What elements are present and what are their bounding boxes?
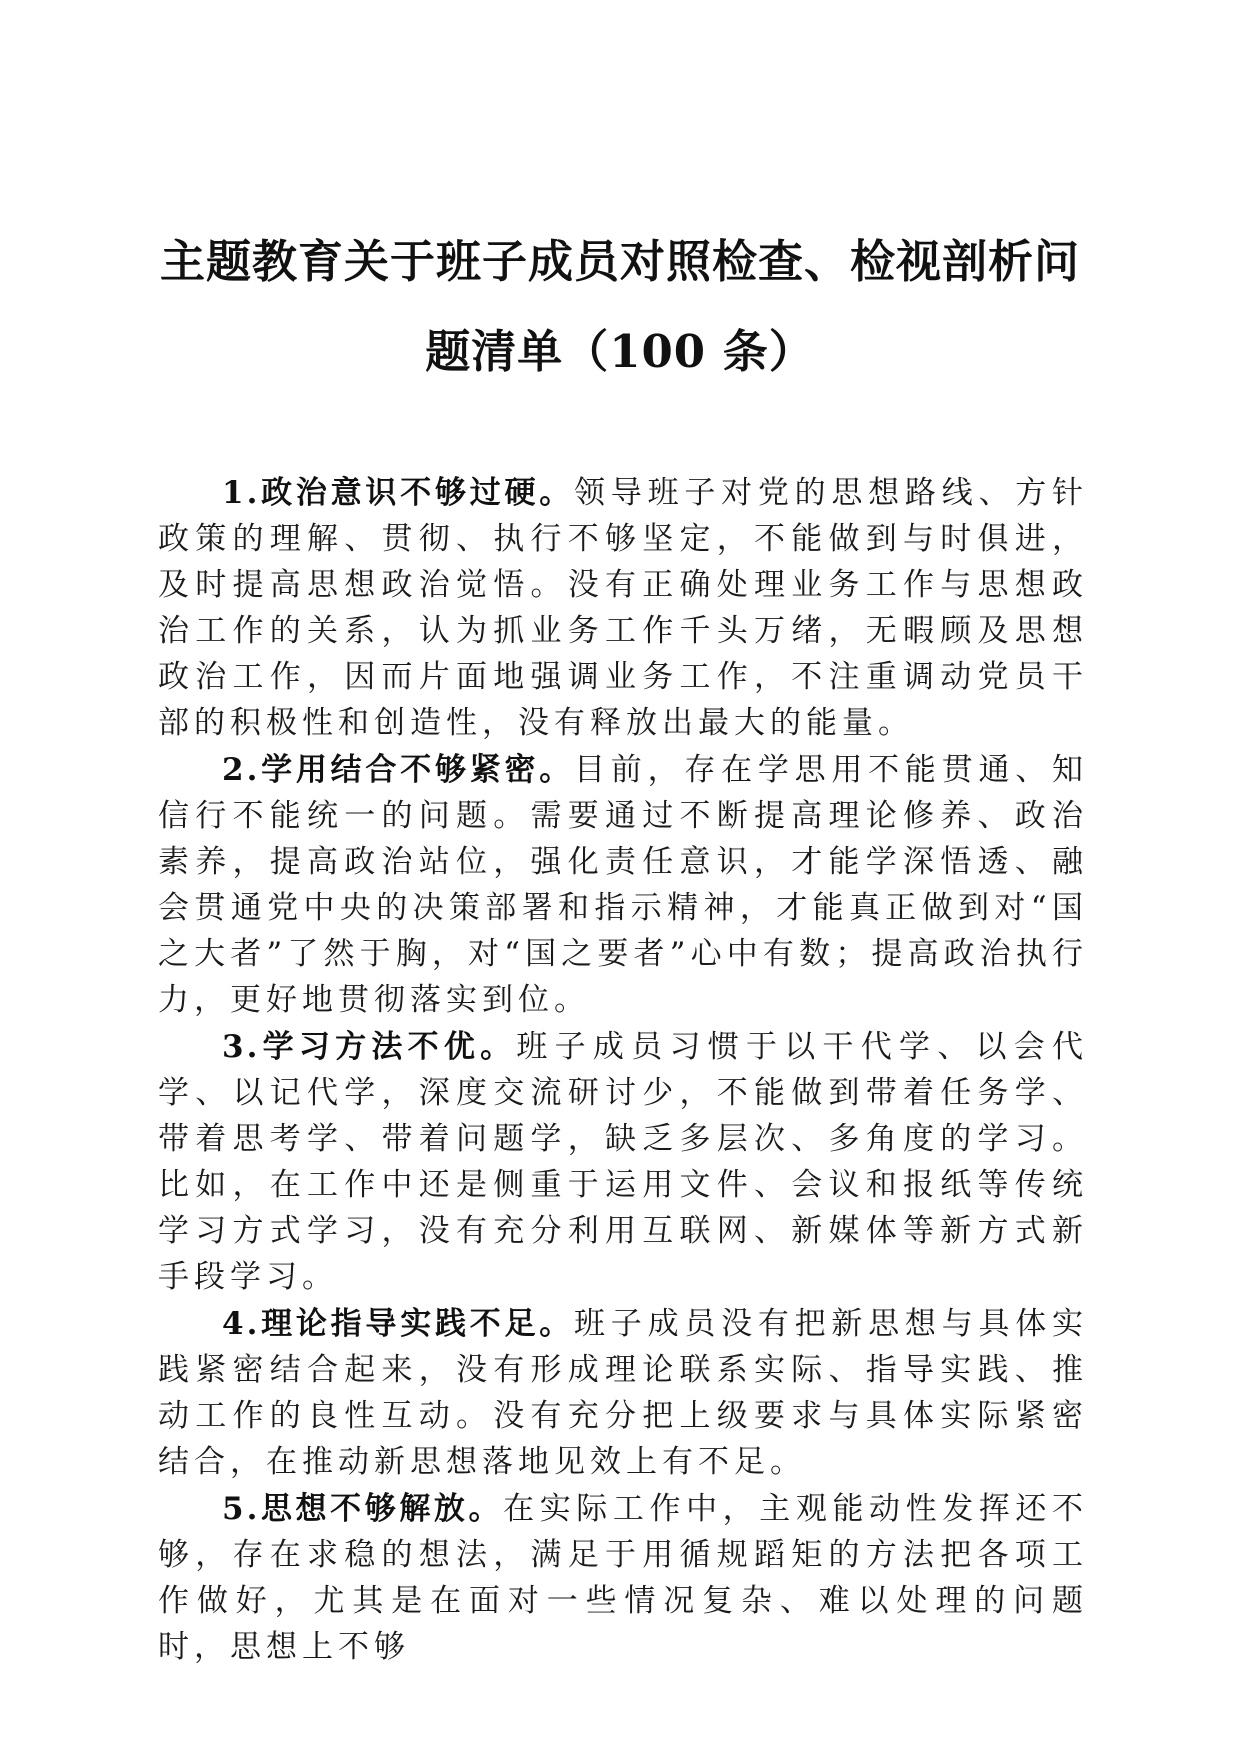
paragraph-4-heading: 4.理论指导实践不足。: [222, 1306, 575, 1342]
paragraph-2-text: 目前，存在学思用不能贯通、知信行不能统一的问题。需要通过不断提高理论修养、政治素养，提高政治站位，强化责任意识，才能学深悟透、融会贯通党中央的决策部署和指示精神，才能真正做到对“国之大者”了然于胸，对“国之要者”心中有数；提高政治执行力，更好地贯彻落实到位。: [158, 752, 1088, 1018]
paragraph-3-text: 班子成员习惯于以干代学、以会代学、以记代学，深度交流研讨少，不能做到带着任务学、带着思考学、带着问题学，缺乏多层次、多角度的学习。比如，在工作中还是侧重于运用文件、会议和报纸等传统学习方式学习，没有充分利用互联网、新媒体等新方式新手段学习。: [158, 1029, 1088, 1295]
paragraph-3: [158, 1024, 1088, 1300]
document-body: [158, 470, 1088, 1671]
document-title-line-2: 题清单（100 条）: [425, 325, 815, 378]
paragraph-4: [158, 1301, 1088, 1485]
paragraph-1: [158, 470, 1088, 746]
paragraph-5-heading: 5.思想不够解放。: [222, 1491, 504, 1527]
paragraph-1-text: 领导班子对党的思想路线、方针政策的理解、贯彻、执行不够坚定，不能做到与时俱进，及时提高思想政治觉悟。没有正确处理业务工作与思想政治工作的关系，认为抓业务工作千头万绪，无暇顾及思想政治工作，因而片面地强调业务工作，不注重调动党员干部的积极性和创造性，没有释放出最大的能量。: [158, 475, 1088, 741]
document-title-line-1: 主题教育关于班子成员对照检查、检视剖析问: [159, 235, 1080, 288]
paragraph-2: [158, 747, 1088, 1023]
paragraph-3-heading: 3.学习方法不优。: [222, 1029, 517, 1065]
paragraph-4-text: 班子成员没有把新思想与具体实践紧密结合起来，没有形成理论联系实际、指导实践、推动工作的良性互动。没有充分把上级要求与具体实际紧密结合，在推动新思想落地见效上有不足。: [158, 1306, 1088, 1480]
paragraph-5: [158, 1486, 1088, 1670]
paragraph-2-heading: 2.学用结合不够紧密。: [222, 752, 575, 788]
paragraph-5-text: 在实际工作中，主观能动性发挥还不够，存在求稳的想法，满足于用循规蹈矩的方法把各项工作做好，尤其是在面对一些情况复杂、难以处理的问题时，思想上不够: [158, 1491, 1088, 1665]
paragraph-1-heading: 1.政治意识不够过硬。: [222, 475, 575, 511]
